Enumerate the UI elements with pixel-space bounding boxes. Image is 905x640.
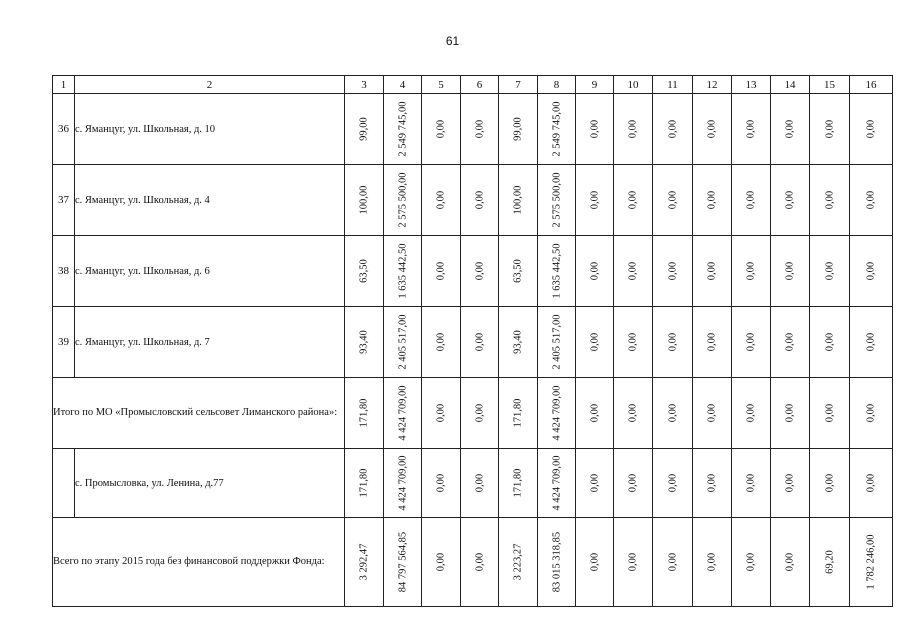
column-header: 7 <box>499 76 538 94</box>
value-text: 0,00 <box>706 473 718 493</box>
value-cell-col-12 <box>693 449 732 518</box>
value-text: 0,00 <box>706 261 718 281</box>
row-number <box>53 449 75 518</box>
value-cell-col-8 <box>538 378 576 449</box>
row-number: 39 <box>53 307 75 378</box>
value-text: 0,00 <box>706 190 718 210</box>
value-text: 63,50 <box>512 259 524 283</box>
value-cell-col-6 <box>461 165 499 236</box>
value-text: 0,00 <box>824 403 835 423</box>
value-text: 171,80 <box>512 398 524 428</box>
value-cell-col-15 <box>810 518 850 607</box>
value-cell-col-5 <box>422 378 461 449</box>
value-cell-col-13 <box>732 165 771 236</box>
value-cell-col-13 <box>732 236 771 307</box>
value-text: 0,00 <box>589 332 600 352</box>
value-cell-col-9 <box>576 449 614 518</box>
value-text: 0,00 <box>589 261 600 281</box>
value-cell-col-14 <box>771 236 810 307</box>
value-cell-col-9 <box>576 165 614 236</box>
object-address: с. Яманцуг, ул. Школьная, д. 7 <box>75 307 345 378</box>
subtotal-label: Итого по МО «Промысловский сельсовет Лиманского района»: <box>53 378 345 449</box>
column-header: 15 <box>810 76 850 94</box>
value-text: 0,00 <box>627 261 639 281</box>
value-cell-col-9 <box>576 236 614 307</box>
value-text: 0,00 <box>865 403 877 423</box>
object-address: с. Яманцуг, ул. Школьная, д. 10 <box>75 94 345 165</box>
value-cell-col-14 <box>771 378 810 449</box>
value-cell-col-8 <box>538 307 576 378</box>
value-cell-col-4 <box>384 307 422 378</box>
value-text: 2 405 517,00 <box>551 314 562 370</box>
value-text: 0,00 <box>824 332 835 352</box>
value-cell-col-14 <box>771 165 810 236</box>
value-text: 171,80 <box>512 468 524 498</box>
value-text: 0,00 <box>706 552 718 572</box>
value-text: 0,00 <box>667 190 678 210</box>
value-cell-col-12 <box>693 518 732 607</box>
row-number: 36 <box>53 94 75 165</box>
value-cell-col-7 <box>499 518 538 607</box>
value-text: 0,00 <box>474 332 485 352</box>
value-cell-col-16 <box>850 236 893 307</box>
value-cell-col-14 <box>771 307 810 378</box>
value-text: 0,00 <box>865 473 877 493</box>
value-cell-col-16 <box>850 94 893 165</box>
value-text: 0,00 <box>667 261 678 281</box>
value-text: 0,00 <box>784 403 796 423</box>
value-cell-col-7 <box>499 307 538 378</box>
subtotal-row <box>53 378 893 449</box>
value-text: 0,00 <box>474 473 485 493</box>
value-text: 0,00 <box>865 190 877 210</box>
data-table <box>52 75 893 607</box>
object-address: с. Яманцуг, ул. Школьная, д. 6 <box>75 236 345 307</box>
value-text: 0,00 <box>627 473 639 493</box>
value-cell-col-14 <box>771 449 810 518</box>
value-cell-col-14 <box>771 94 810 165</box>
value-cell-col-12 <box>693 378 732 449</box>
column-header: 14 <box>771 76 810 94</box>
column-number-row <box>53 76 893 94</box>
table-row <box>53 165 893 236</box>
value-cell-col-7 <box>499 378 538 449</box>
value-text: 4 424 709,00 <box>551 385 562 441</box>
value-cell-col-12 <box>693 165 732 236</box>
value-cell-col-3 <box>345 307 384 378</box>
value-cell-col-11 <box>653 94 693 165</box>
value-text: 0,00 <box>589 473 600 493</box>
value-text: 0,00 <box>824 190 835 210</box>
value-cell-col-11 <box>653 165 693 236</box>
value-cell-col-3 <box>345 378 384 449</box>
value-text: 0,00 <box>784 261 796 281</box>
value-text: 0,00 <box>865 119 877 139</box>
value-cell-col-4 <box>384 518 422 607</box>
value-cell-col-5 <box>422 518 461 607</box>
value-text: 0,00 <box>627 119 639 139</box>
value-text: 0,00 <box>435 119 447 139</box>
value-cell-col-3 <box>345 165 384 236</box>
value-cell-col-9 <box>576 518 614 607</box>
value-cell-col-11 <box>653 518 693 607</box>
value-text: 3 223,27 <box>512 543 524 581</box>
value-cell-col-7 <box>499 236 538 307</box>
value-text: 171,80 <box>358 398 370 428</box>
value-text: 2 575 500,00 <box>551 172 562 228</box>
value-cell-col-15 <box>810 236 850 307</box>
table-row <box>53 94 893 165</box>
value-cell-col-10 <box>614 307 653 378</box>
value-cell-col-15 <box>810 378 850 449</box>
value-cell-col-16 <box>850 307 893 378</box>
value-cell-col-16 <box>850 449 893 518</box>
value-text: 2 405 517,00 <box>397 314 408 370</box>
value-text: 0,00 <box>435 552 447 572</box>
value-text: 0,00 <box>435 261 447 281</box>
value-text: 99,00 <box>512 117 524 141</box>
column-header: 11 <box>653 76 693 94</box>
value-cell-col-12 <box>693 94 732 165</box>
value-cell-col-5 <box>422 307 461 378</box>
value-text: 0,00 <box>865 332 877 352</box>
value-text: 0,00 <box>824 261 835 281</box>
value-text: 0,00 <box>667 119 678 139</box>
value-cell-col-8 <box>538 165 576 236</box>
value-cell-col-5 <box>422 449 461 518</box>
value-text: 63,50 <box>358 259 370 283</box>
value-cell-col-3 <box>345 94 384 165</box>
value-cell-col-4 <box>384 449 422 518</box>
value-text: 0,00 <box>667 552 678 572</box>
value-text: 0,00 <box>627 190 639 210</box>
value-cell-col-4 <box>384 236 422 307</box>
value-cell-col-9 <box>576 378 614 449</box>
value-cell-col-15 <box>810 449 850 518</box>
value-text: 0,00 <box>667 332 678 352</box>
object-address: с. Промысловка, ул. Ленина, д.77 <box>75 449 345 518</box>
column-header: 16 <box>850 76 893 94</box>
value-text: 0,00 <box>435 473 447 493</box>
value-text: 4 424 709,00 <box>551 455 562 511</box>
value-cell-col-7 <box>499 165 538 236</box>
value-text: 0,00 <box>745 190 757 210</box>
value-text: 1 782 246,00 <box>865 534 877 590</box>
page-number: 61 <box>445 34 460 48</box>
value-text: 93,40 <box>512 330 524 354</box>
row-number: 37 <box>53 165 75 236</box>
value-text: 0,00 <box>589 403 600 423</box>
value-cell-col-3 <box>345 236 384 307</box>
value-cell-col-8 <box>538 236 576 307</box>
value-text: 3 292,47 <box>358 543 370 581</box>
value-cell-col-15 <box>810 165 850 236</box>
value-cell-col-10 <box>614 94 653 165</box>
value-text: 2 575 500,00 <box>397 172 408 228</box>
column-header: 3 <box>345 76 384 94</box>
value-text: 0,00 <box>784 332 796 352</box>
value-text: 0,00 <box>435 332 447 352</box>
row-number: 38 <box>53 236 75 307</box>
value-cell-col-4 <box>384 378 422 449</box>
value-cell-col-11 <box>653 236 693 307</box>
value-text: 0,00 <box>784 552 796 572</box>
column-header: 5 <box>422 76 461 94</box>
value-text: 0,00 <box>667 473 678 493</box>
value-text: 0,00 <box>745 332 757 352</box>
value-cell-col-3 <box>345 449 384 518</box>
value-text: 0,00 <box>824 119 835 139</box>
value-text: 0,00 <box>627 552 639 572</box>
column-header: 1 <box>53 76 75 94</box>
column-header: 6 <box>461 76 499 94</box>
value-text: 0,00 <box>627 403 639 423</box>
value-text: 0,00 <box>706 119 718 139</box>
value-cell-col-16 <box>850 378 893 449</box>
value-text: 0,00 <box>784 473 796 493</box>
column-header: 4 <box>384 76 422 94</box>
value-text: 2 549 745,00 <box>397 101 408 157</box>
value-cell-col-16 <box>850 518 893 607</box>
value-text: 0,00 <box>745 473 757 493</box>
value-text: 0,00 <box>706 332 718 352</box>
value-text: 0,00 <box>706 403 718 423</box>
value-text: 0,00 <box>865 261 877 281</box>
value-text: 0,00 <box>627 332 639 352</box>
value-cell-col-5 <box>422 236 461 307</box>
value-text: 0,00 <box>474 552 485 572</box>
column-header: 2 <box>75 76 345 94</box>
column-header: 8 <box>538 76 576 94</box>
value-text: 0,00 <box>667 403 678 423</box>
value-cell-col-7 <box>499 449 538 518</box>
column-header: 10 <box>614 76 653 94</box>
value-cell-col-13 <box>732 94 771 165</box>
value-text: 0,00 <box>824 473 835 493</box>
value-text: 0,00 <box>589 119 600 139</box>
value-cell-col-13 <box>732 518 771 607</box>
value-text: 171,80 <box>358 468 370 498</box>
value-text: 4 424 709,00 <box>397 455 408 511</box>
value-text: 83 015 318,85 <box>551 531 562 593</box>
value-text: 2 549 745,00 <box>551 101 562 157</box>
value-cell-col-11 <box>653 378 693 449</box>
value-text: 0,00 <box>745 119 757 139</box>
value-cell-col-15 <box>810 307 850 378</box>
value-text: 100,00 <box>358 185 370 215</box>
value-text: 84 797 564,85 <box>397 531 408 593</box>
value-cell-col-3 <box>345 518 384 607</box>
value-cell-col-9 <box>576 94 614 165</box>
value-cell-col-13 <box>732 449 771 518</box>
value-text: 1 635 442,50 <box>551 243 562 299</box>
value-text: 0,00 <box>745 261 757 281</box>
value-cell-col-14 <box>771 518 810 607</box>
value-cell-col-9 <box>576 307 614 378</box>
value-text: 69,20 <box>824 550 835 574</box>
value-cell-col-6 <box>461 94 499 165</box>
value-cell-col-4 <box>384 94 422 165</box>
value-cell-col-13 <box>732 378 771 449</box>
value-text: 0,00 <box>589 552 600 572</box>
value-cell-col-8 <box>538 518 576 607</box>
value-text: 0,00 <box>474 261 485 281</box>
value-text: 0,00 <box>745 552 757 572</box>
value-cell-col-4 <box>384 165 422 236</box>
value-text: 99,00 <box>358 117 370 141</box>
value-cell-col-10 <box>614 518 653 607</box>
value-cell-col-10 <box>614 165 653 236</box>
value-cell-col-5 <box>422 94 461 165</box>
value-cell-col-10 <box>614 449 653 518</box>
value-cell-col-8 <box>538 449 576 518</box>
value-cell-col-6 <box>461 307 499 378</box>
value-text: 0,00 <box>474 119 485 139</box>
value-cell-col-5 <box>422 165 461 236</box>
value-text: 1 635 442,50 <box>397 243 408 299</box>
value-text: 100,00 <box>512 185 524 215</box>
value-text: 0,00 <box>784 190 796 210</box>
value-text: 0,00 <box>474 403 485 423</box>
table-row <box>53 307 893 378</box>
value-cell-col-6 <box>461 449 499 518</box>
value-text: 0,00 <box>745 403 757 423</box>
value-cell-col-15 <box>810 94 850 165</box>
grand-total-row <box>53 518 893 607</box>
value-text: 0,00 <box>784 119 796 139</box>
value-cell-col-6 <box>461 236 499 307</box>
column-header: 9 <box>576 76 614 94</box>
value-cell-col-11 <box>653 307 693 378</box>
grand-total-label: Всего по этапу 2015 года без финансовой поддержки Фонда: <box>53 518 345 607</box>
value-cell-col-11 <box>653 449 693 518</box>
value-text: 0,00 <box>474 190 485 210</box>
value-cell-col-8 <box>538 94 576 165</box>
table-row <box>53 449 893 518</box>
value-text: 0,00 <box>435 190 447 210</box>
value-cell-col-7 <box>499 94 538 165</box>
value-cell-col-16 <box>850 165 893 236</box>
column-header: 13 <box>732 76 771 94</box>
column-header: 12 <box>693 76 732 94</box>
value-text: 4 424 709,00 <box>397 385 408 441</box>
object-address: с. Яманцуг, ул. Школьная, д. 4 <box>75 165 345 236</box>
value-cell-col-10 <box>614 236 653 307</box>
value-cell-col-6 <box>461 378 499 449</box>
value-cell-col-6 <box>461 518 499 607</box>
value-cell-col-10 <box>614 378 653 449</box>
value-cell-col-12 <box>693 236 732 307</box>
value-text: 0,00 <box>589 190 600 210</box>
value-text: 93,40 <box>358 330 370 354</box>
value-cell-col-12 <box>693 307 732 378</box>
value-cell-col-13 <box>732 307 771 378</box>
table-row <box>53 236 893 307</box>
value-text: 0,00 <box>435 403 447 423</box>
